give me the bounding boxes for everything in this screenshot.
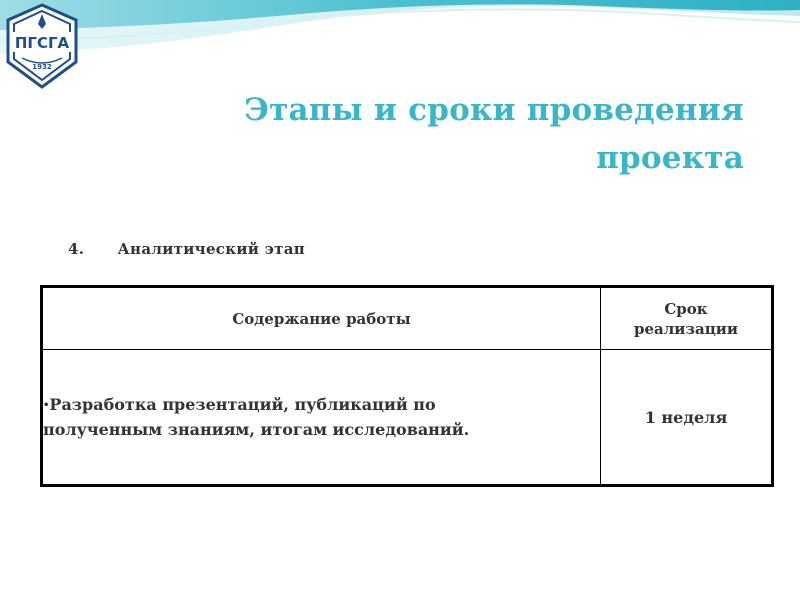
content-line-2: полученным знаниям, итогам исследований. (43, 419, 470, 439)
page-title (184, 86, 744, 182)
svg-text:ПГСГА: ПГСГА (14, 34, 70, 52)
header-content: Содержание работы (43, 288, 601, 350)
title-line-1: Этапы и сроки проведения (244, 92, 744, 128)
header-term (601, 288, 772, 350)
title-line-2: проекта (596, 140, 744, 176)
table-row (43, 350, 772, 485)
table-header-row (43, 288, 772, 350)
stage-label: Аналитический этап (117, 240, 306, 258)
header-term-line-2: реализации (633, 319, 739, 338)
row-content (43, 350, 601, 485)
stage-number: 4. (68, 240, 85, 258)
bullet-icon: • (43, 399, 50, 411)
header-wave-decoration (0, 0, 800, 90)
content-line-2-wrap (43, 418, 600, 442)
content-line-1-wrap (43, 393, 600, 418)
stage-heading (68, 240, 305, 258)
schedule-table (40, 285, 774, 487)
header-term-line-1: Срок (664, 299, 708, 318)
content-line-1: Разработка презентаций, публикаций по (49, 394, 436, 414)
university-logo (2, 2, 82, 90)
row-term: 1 неделя (601, 350, 772, 485)
svg-text:1932: 1932 (32, 63, 52, 71)
